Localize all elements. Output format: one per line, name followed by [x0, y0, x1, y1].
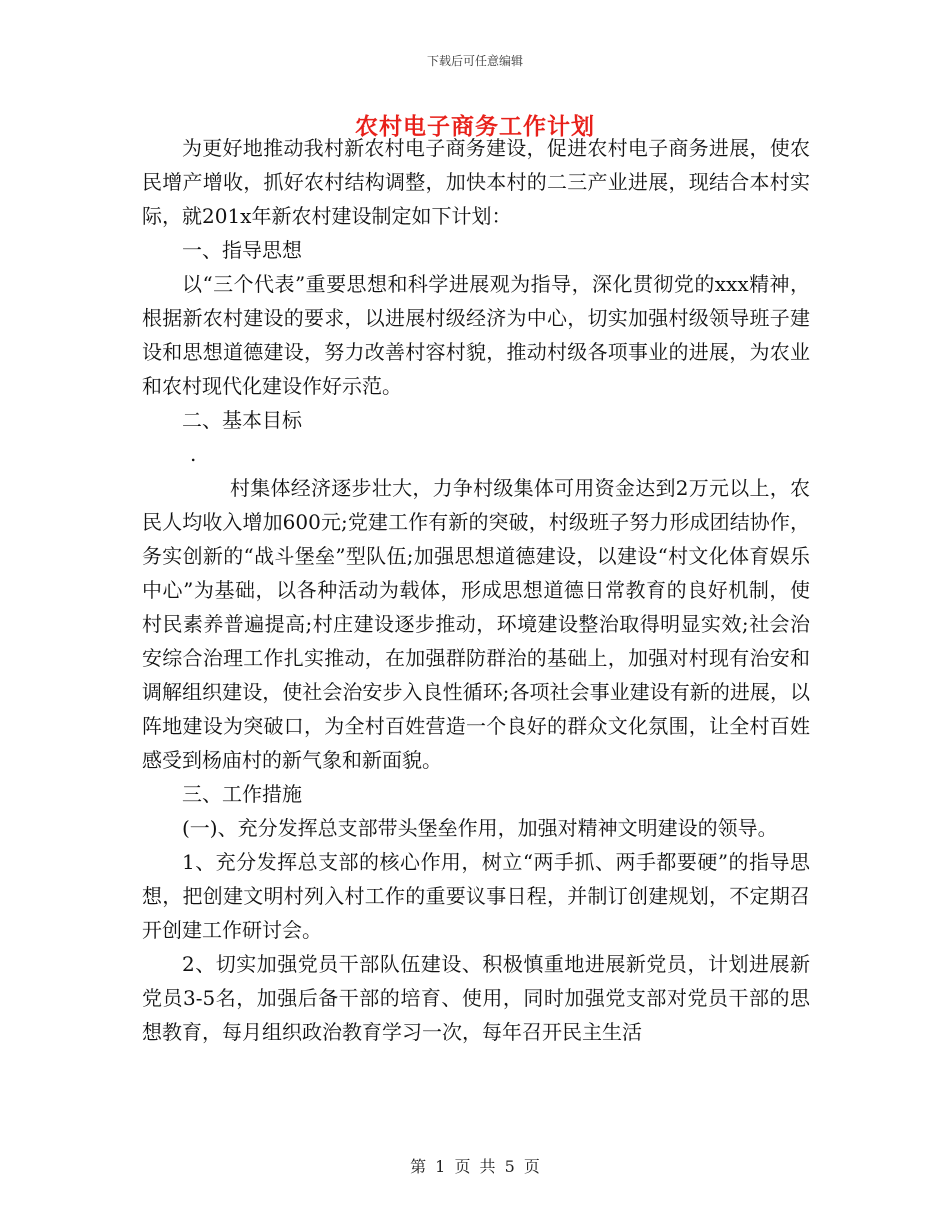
- guiding-thought-paragraph: 以“三个代表”重要思想和科学进展观为指导，深化贯彻党的xxx精神，根据新农村建设的要求，以进展村级经济为中心，切实加强村级领导班子建设和思想道德建设，努力改善村容村貌，推动村级各项事业的进展，为农业和农村现代化建设作好示范。: [142, 272, 810, 398]
- section-heading-basic-goals: 二、基本目标: [182, 408, 302, 432]
- document-title: 农村电子商务工作计划: [355, 113, 595, 140]
- basic-goals-paragraph: 村集体经济逐步壮大，力争村级集体可用资金达到2万元以上，农民人均收入增加600元;党建工作有新的突破，村级班子努力形成团结协作，务实创新的“战斗堡垒”型队伍;加强思想道德建设，以建设“村文化体育娱乐中心”为基础，以各种活动为载体，形成思想道德日常教育的良好机制，使村民素养普遍提高;村庄建设逐步推动，环境建设整治取得明显实效;社会治安综合治理工作扎实推动，在加强群防群治的基础上，加强对村现有治安和调解组织建设，使社会治安步入良性循环;各项社会事业建设有新的进展，以阵地建设为突破口，为全村百姓营造一个良好的群众文化氛围，让全村百姓感受到杨庙村的新气象和新面貌。: [142, 476, 810, 772]
- document-body: [142, 131, 810, 1049]
- measure-item-2: 2、切实加强党员干部队伍建设、积极慎重地进展新党员，计划进展新党员3-5名，加强后备干部的培育、使用，同时加强党支部对党员干部的思想教育，每月组织政治教育学习一次，每年召开民主生活: [142, 952, 810, 1044]
- section-heading-work-measures: 三、工作措施: [182, 782, 302, 806]
- header-note: 下载后可任意编辑: [426, 54, 523, 68]
- section-heading-guiding-thought: 一、指导思想: [182, 238, 302, 262]
- intro-paragraph: 为更好地推动我村新农村电子商务建设，促进农村电子商务进展，使农民增产增收，抓好农村结构调整，加快本村的二三产业进展，现结合本村实际，就201x年新农村建设制定如下计划：: [142, 136, 810, 228]
- measure-subheading-1: (一)、充分发挥总支部带头堡垒作用，加强对精神文明建设的领导。: [182, 816, 778, 840]
- stray-dot: .: [190, 442, 197, 466]
- measure-item-1: 1、充分发挥总支部的核心作用，树立“两手抓、两手都要硬”的指导思想，把创建文明村列入村工作的重要议事日程，并制订创建规划，不定期召开创建工作研讨会。: [142, 850, 810, 942]
- page-footer: 第 1 页 共 5 页: [410, 1157, 540, 1176]
